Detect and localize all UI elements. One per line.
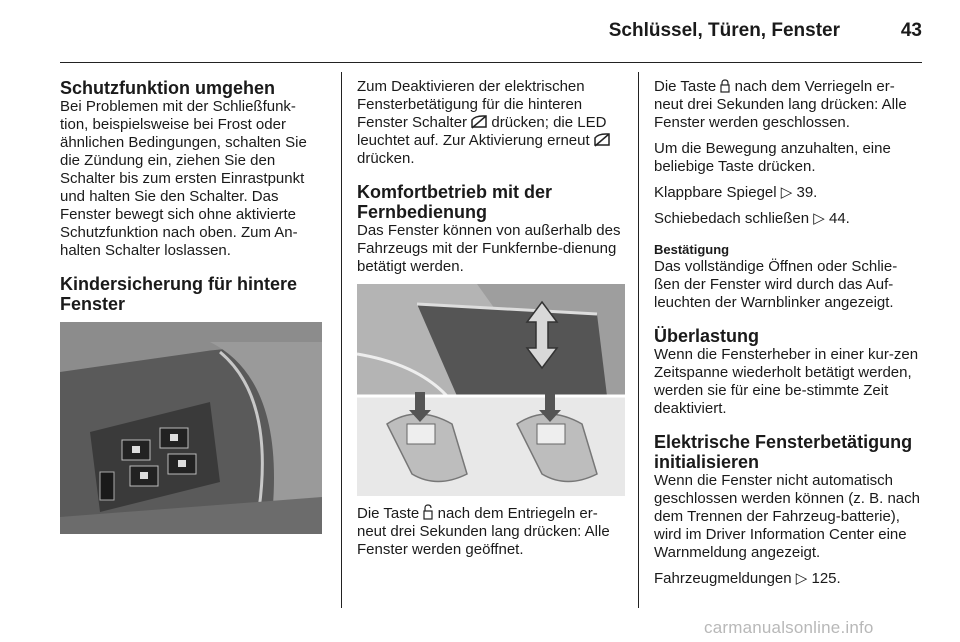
column-3 [654, 78, 922, 588]
heading-bypass: Schutzfunktion umgehen [60, 78, 275, 98]
remote-window-figure [357, 284, 625, 496]
ref-sunroof: Schiebedach schließen ▷ 44. [654, 210, 850, 227]
heading-child-lock: Kindersicherung für hintere Fenster [60, 274, 298, 314]
ref-vehicle-messages: Fahrzeugmeldungen ▷ 125. [654, 570, 841, 587]
door-switch-figure [60, 322, 322, 534]
page-number: 43 [900, 20, 922, 41]
heading-comfort: Komfortbetrieb mit der Fernbedienung [357, 182, 553, 222]
column-1 [60, 78, 322, 534]
header-title: Schlüssel, Türen, Fenster [608, 20, 840, 41]
reference-arrow-icon: ▷ [780, 184, 793, 201]
paragraph-initialize: Wenn die Fenster nicht automatisch geschlossen werden können (z. B. nach dem Trennen der Fahrzeug-batterie), wird im Driver Information Center eine Warnmeldung angezeigt. [654, 472, 920, 561]
paragraph-deactivate: Zum Deaktivieren der elektrischen Fensterbetätigung für die hinteren Fenster Schalter drücken; die LED leuchtet auf. Zur Aktivierung erneut drücken. [357, 78, 625, 168]
heading-confirmation: Bestätigung [654, 242, 730, 257]
paragraph-stop: Um die Bewegung anzuhalten, eine beliebige Taste drücken. [654, 140, 891, 175]
paragraph-overload: Wenn die Fensterheber in einer kur-zen Zeitspanne wiederholt betätigt werden, werden sie für eine be-stimmte Zeit deaktiviert. [654, 346, 919, 417]
watermark: carmanualsonline.info [704, 618, 874, 637]
lock-icon [720, 79, 730, 93]
column-divider [341, 72, 342, 608]
paragraph-bypass: Bei Problemen mit der Schließfunk-tion, beispielsweise bei Frost oder ähnlichen Bedingungen, schalten Sie die Zündung ein, ziehen Sie den Schalter bis zum ersten Einrastpunkt und halten Sie den Schalter. Das Fenster bewegt sich ohne aktivierte Schutzfunktion nach oben. Zum An-halten Schalter loslassen. [60, 98, 307, 259]
paragraph-open: Die Taste nach dem Entriegeln er-neut drei Sekunden lang drücken: Alle Fenster werden geöffnet. [357, 505, 610, 558]
paragraph-comfort: Das Fenster können von außerhalb des Fahrzeugs mit der Funkfernbe-dienung betätigt werden. [357, 222, 621, 275]
column-2 [357, 78, 625, 559]
window-lock-icon [471, 115, 487, 129]
unlock-icon [423, 504, 433, 520]
ref-mirror: Klappbare Spiegel ▷ 39. [654, 184, 818, 201]
page-header [60, 0, 922, 63]
paragraph-confirmation: Das vollständige Öffnen oder Schlie-ßen der Fenster wird durch das Auf-leuchten der Warnblinker angezeigt. [654, 258, 898, 311]
paragraph-close: Die Taste nach dem Verriegeln er-neut drei Sekunden lang drücken: Alle Fenster werden geschlossen. [654, 78, 907, 131]
window-lock-icon [594, 133, 610, 147]
column-divider [638, 72, 639, 608]
reference-arrow-icon: ▷ [795, 570, 808, 587]
heading-overload: Überlastung [654, 326, 760, 346]
heading-initialize: Elektrische Fensterbetätigung initialisieren [654, 432, 913, 472]
reference-arrow-icon: ▷ [813, 210, 825, 227]
